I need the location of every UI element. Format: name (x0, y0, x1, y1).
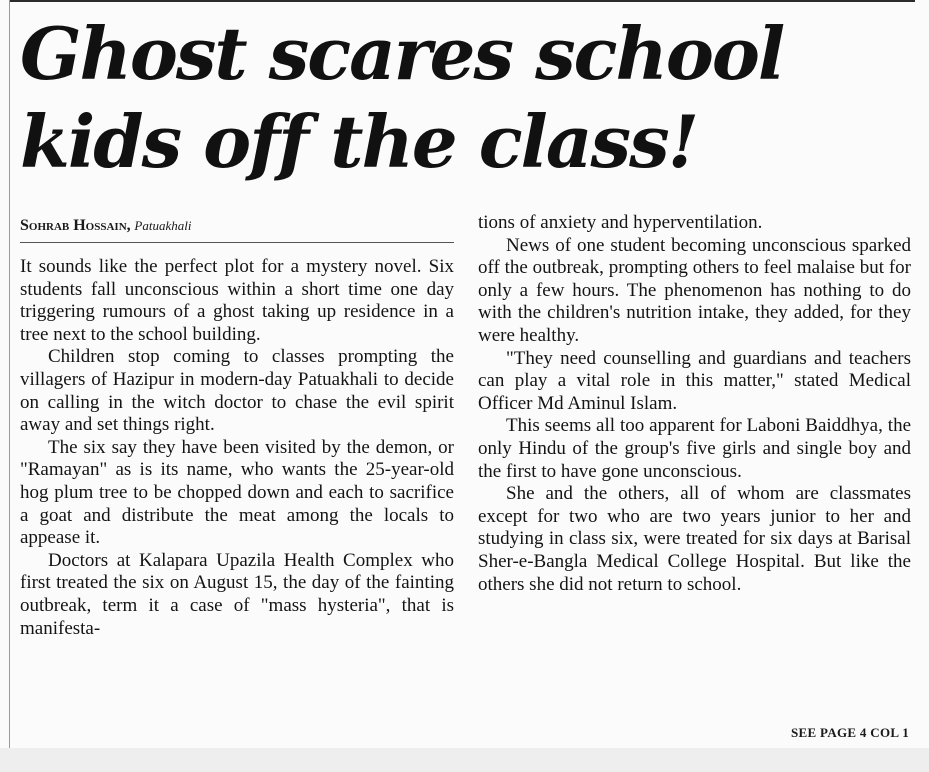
byline (20, 217, 450, 235)
headline-line-1: Ghost scares school (20, 11, 784, 96)
paragraph: The six say they have been visited by the demon, or "Ramayan" as is its name, who wants the 25-year-old hog plum tree to be chopped down and each to sacrifice a goat and distribute the meat among the locals to appease it. (20, 436, 454, 549)
paragraph: She and the others, all of whom are classmates except for two who are two years junior to her and studying in class six, were treated for six days at Barisal Sher-e-Bangla Medical College Hospital. But like the others she did not return to school. (478, 483, 911, 595)
paragraph: Doctors at Kalapara Upazila Health Complex who first treated the six on August 15, the day of the fainting outbreak, term it a case of "mass hysteria", that is manifesta- (20, 549, 454, 639)
headline-line-2: kids off the class! (20, 99, 698, 184)
paragraph: News of one student becoming unconscious sparked off the outbreak, prompting others to feel malaise but for only a few hours. The phenomenon has nothing to do with the children's nutrition intake, they added, for they were healthy. (478, 234, 911, 346)
paragraph: Children stop coming to classes prompting the villagers of Hazipur in modern-day Patuakhali to decide on calling in the witch doctor to chase the evil spirit away and set things right. (20, 346, 454, 436)
article-column-right (478, 212, 911, 596)
byline-divider (20, 242, 454, 243)
continuation-note: SEE PAGE 4 COL 1 (791, 725, 909, 740)
headline (20, 10, 910, 186)
byline-author: Sohrab Hossain, (20, 217, 131, 234)
left-rule (9, 0, 10, 748)
paragraph: It sounds like the perfect plot for a mystery novel. Six students fall unconscious within a short time one day triggering rumours of a ghost taking up residence in a tree next to the school building. (20, 256, 454, 345)
article-column-left (20, 256, 454, 640)
paragraph: tions of anxiety and hyperventilation. (478, 212, 763, 233)
page-bottom-margin (0, 748, 929, 772)
byline-place: Patuakhali (134, 218, 192, 233)
paragraph: "They need counselling and guardians and teachers can play a vital role in this matter," stated Medical Officer Md Aminul Islam. (478, 347, 911, 414)
paragraph: This seems all too apparent for Laboni Baiddhya, the only Hindu of the group's five girls and single boy and the first to have gone unconscious. (478, 415, 911, 482)
top-rule (10, 0, 915, 2)
